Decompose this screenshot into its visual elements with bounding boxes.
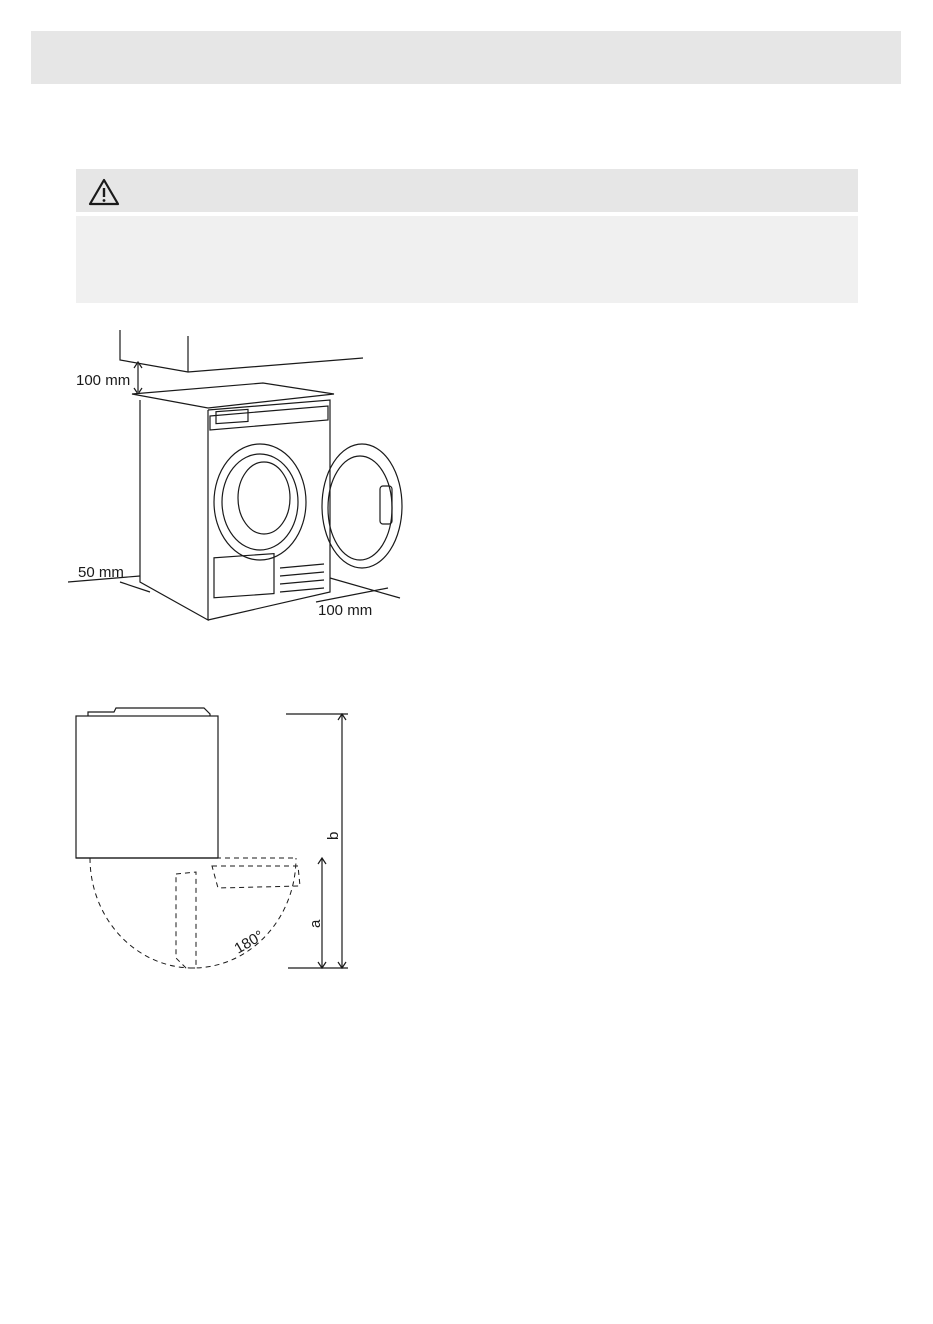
right-clearance-label: 100 mm xyxy=(318,602,373,619)
page-header-bar xyxy=(31,31,901,84)
overhead-shelf xyxy=(120,330,363,372)
dimension-a-label: a xyxy=(307,919,324,928)
angle-label: 180° xyxy=(231,927,267,958)
right-clearance-arrow xyxy=(316,588,388,602)
warning-triangle-icon xyxy=(88,178,120,206)
dimension-b-label: b xyxy=(325,831,342,840)
dryer-door xyxy=(322,444,402,568)
left-clearance-arrow xyxy=(120,582,150,592)
dryer-top xyxy=(132,383,334,408)
warning-header xyxy=(76,169,858,212)
top-clearance-label: 100 mm xyxy=(76,372,131,389)
door-swing-arc xyxy=(90,858,296,968)
dryer-top-view xyxy=(76,716,218,858)
warning-body xyxy=(76,216,858,303)
left-clearance-label: 50 mm xyxy=(78,564,124,581)
door-swing-figure xyxy=(68,706,358,978)
dryer-clearance-figure xyxy=(68,320,413,630)
